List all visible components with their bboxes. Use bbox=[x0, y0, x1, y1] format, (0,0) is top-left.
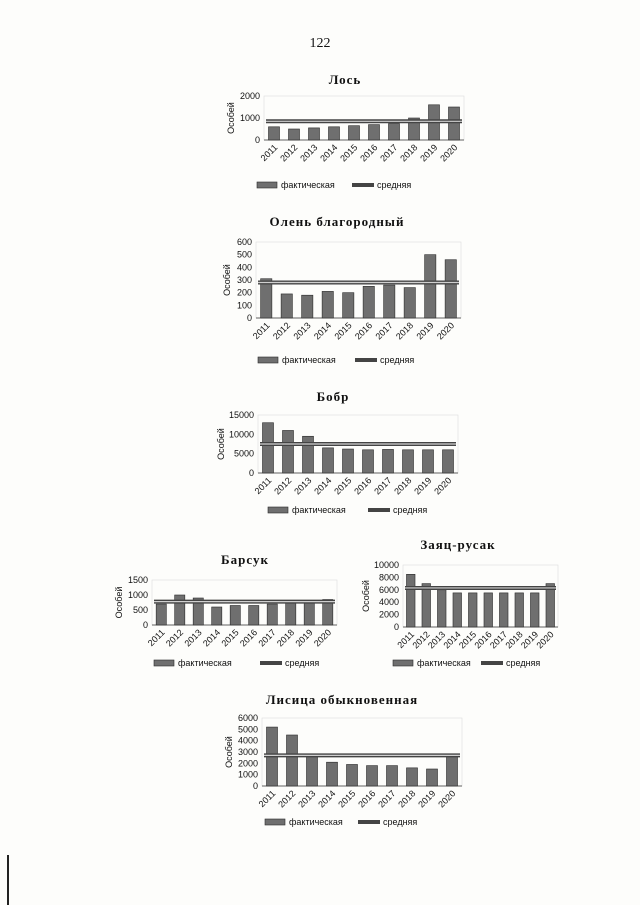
bar bbox=[349, 126, 360, 140]
x-tick-label: 2015 bbox=[332, 320, 354, 342]
bar bbox=[404, 288, 415, 318]
y-tick-label: 6000 bbox=[378, 584, 399, 595]
bar bbox=[453, 593, 462, 627]
y-tick-label: 2000 bbox=[237, 758, 258, 769]
y-tick-label: 100 bbox=[236, 300, 252, 311]
bar bbox=[445, 260, 456, 318]
y-tick-label: 1000 bbox=[239, 113, 260, 123]
x-tick-label: 2017 bbox=[372, 475, 394, 497]
y-tick-label: 500 bbox=[132, 605, 148, 615]
chart-title: Лось bbox=[328, 72, 362, 87]
legend-label: средняя bbox=[285, 658, 320, 668]
legend-label: фактическая bbox=[289, 817, 343, 827]
x-tick-label: 2016 bbox=[352, 320, 375, 342]
legend-label: средняя bbox=[377, 180, 412, 190]
x-tick-label: 2012 bbox=[270, 320, 293, 342]
bar bbox=[309, 128, 320, 140]
bar bbox=[175, 595, 185, 625]
bar bbox=[249, 606, 259, 626]
chart-svg bbox=[210, 688, 470, 836]
x-tick-label: 2012 bbox=[410, 629, 432, 651]
x-tick-label: 2017 bbox=[378, 142, 400, 164]
chart-svg bbox=[200, 385, 470, 525]
y-tick-label: 5000 bbox=[237, 724, 258, 735]
x-tick-label: 2011 bbox=[395, 629, 417, 651]
x-tick-label: 2017 bbox=[256, 627, 278, 649]
chart-title: Олень благородный bbox=[269, 214, 405, 229]
y-tick-label: 0 bbox=[254, 135, 260, 145]
legend-swatch-bar bbox=[154, 660, 174, 666]
y-axis-label: Особей bbox=[114, 586, 124, 619]
y-tick-label: 0 bbox=[248, 468, 254, 478]
bar bbox=[156, 604, 166, 625]
x-tick-label: 2016 bbox=[472, 629, 494, 651]
y-tick-label: 500 bbox=[236, 249, 252, 260]
y-tick-label: 200 bbox=[236, 287, 252, 298]
x-tick-label: 2012 bbox=[272, 475, 294, 497]
x-tick-label: 2014 bbox=[200, 627, 223, 649]
x-tick-label: 2018 bbox=[392, 475, 414, 497]
x-tick-label: 2019 bbox=[414, 320, 436, 342]
chart-svg bbox=[212, 68, 472, 206]
x-tick-label: 2019 bbox=[293, 627, 315, 649]
x-tick-label: 2014 bbox=[311, 320, 334, 342]
legend-label: средняя bbox=[393, 505, 428, 515]
x-tick-label: 2014 bbox=[441, 629, 463, 651]
y-tick-label: 4000 bbox=[237, 735, 258, 746]
y-tick-label: 300 bbox=[236, 275, 252, 285]
y-tick-label: 15000 bbox=[228, 410, 254, 420]
y-axis-label: Особей bbox=[226, 102, 236, 134]
x-tick-label: 2018 bbox=[393, 320, 416, 342]
bar bbox=[289, 129, 300, 140]
x-tick-label: 2017 bbox=[487, 629, 510, 651]
legend-label: фактическая bbox=[417, 658, 471, 668]
y-tick-label: 6000 bbox=[237, 713, 258, 723]
chart-los bbox=[212, 68, 472, 206]
bar bbox=[287, 735, 298, 786]
bar bbox=[515, 593, 524, 627]
bar bbox=[423, 450, 434, 473]
x-tick-label: 2016 bbox=[352, 475, 374, 497]
x-tick-label: 2018 bbox=[503, 629, 525, 651]
x-tick-label: 2012 bbox=[276, 788, 298, 810]
bar bbox=[499, 593, 508, 627]
y-tick-label: 400 bbox=[236, 262, 252, 273]
x-tick-label: 2019 bbox=[418, 142, 440, 164]
y-axis-label: Особей bbox=[224, 736, 234, 768]
bar bbox=[304, 601, 314, 625]
bar bbox=[384, 285, 395, 318]
legend-label: фактическая bbox=[178, 658, 232, 668]
bar bbox=[449, 107, 460, 140]
y-tick-label: 8000 bbox=[378, 572, 399, 583]
x-tick-label: 2011 bbox=[250, 320, 272, 342]
bar bbox=[212, 607, 222, 625]
x-tick-label: 2017 bbox=[373, 320, 395, 342]
x-tick-label: 2020 bbox=[438, 142, 460, 164]
bar bbox=[443, 450, 454, 473]
x-tick-label: 2018 bbox=[274, 627, 297, 649]
bar bbox=[363, 286, 374, 318]
x-tick-label: 2015 bbox=[456, 629, 479, 651]
legend-label: средняя bbox=[383, 817, 418, 827]
x-tick-label: 2018 bbox=[396, 788, 418, 810]
bar bbox=[447, 754, 458, 786]
x-tick-label: 2014 bbox=[312, 475, 334, 497]
legend-swatch-bar bbox=[257, 182, 277, 188]
x-tick-label: 2020 bbox=[434, 320, 457, 342]
y-tick-label: 5000 bbox=[233, 448, 254, 459]
x-tick-label: 2013 bbox=[296, 788, 318, 810]
chart-barsuk bbox=[108, 548, 353, 678]
x-tick-label: 2020 bbox=[534, 629, 556, 651]
chart-title: Бобр bbox=[316, 389, 350, 404]
bar bbox=[484, 593, 493, 627]
x-tick-label: 2013 bbox=[292, 475, 314, 497]
bar bbox=[281, 294, 292, 318]
legend-swatch-bar bbox=[268, 507, 288, 513]
bar bbox=[347, 764, 358, 786]
y-tick-label: 0 bbox=[142, 620, 148, 630]
bar bbox=[329, 127, 340, 140]
y-tick-label: 2000 bbox=[239, 91, 260, 101]
bar bbox=[303, 436, 314, 473]
bar bbox=[422, 584, 431, 627]
y-tick-label: 4000 bbox=[378, 597, 399, 608]
x-tick-label: 2016 bbox=[356, 788, 378, 810]
chart-lisitsa bbox=[210, 688, 470, 836]
chart-svg bbox=[108, 548, 353, 678]
y-tick-label: 1000 bbox=[127, 590, 148, 600]
chart-svg bbox=[360, 533, 565, 678]
chart-olen bbox=[200, 210, 470, 378]
bar bbox=[230, 606, 240, 626]
x-tick-label: 2014 bbox=[316, 788, 338, 810]
legend-swatch-bar bbox=[265, 819, 285, 825]
bar bbox=[327, 762, 338, 786]
x-tick-label: 2019 bbox=[518, 629, 541, 651]
legend-label: средняя bbox=[506, 658, 541, 668]
bar bbox=[267, 604, 277, 625]
x-tick-label: 2012 bbox=[278, 142, 300, 164]
x-tick-label: 2019 bbox=[416, 788, 438, 810]
bar bbox=[343, 449, 354, 473]
bar bbox=[302, 295, 313, 318]
x-tick-label: 2011 bbox=[145, 627, 167, 649]
chart-title: Барсук bbox=[221, 552, 269, 567]
bar bbox=[261, 279, 272, 318]
y-axis-label: Особей bbox=[361, 580, 371, 612]
bar bbox=[530, 593, 539, 627]
chart-title: Лисица обыкновенная bbox=[265, 692, 419, 707]
x-tick-label: 2011 bbox=[256, 788, 278, 810]
bar bbox=[343, 293, 354, 318]
x-tick-label: 2016 bbox=[237, 627, 260, 649]
x-tick-label: 2016 bbox=[358, 142, 380, 164]
legend-label: средняя bbox=[380, 355, 415, 365]
bar bbox=[403, 450, 414, 473]
x-tick-label: 2014 bbox=[318, 142, 340, 164]
page-number: 122 bbox=[309, 36, 331, 51]
x-tick-label: 2013 bbox=[425, 629, 448, 651]
x-tick-label: 2017 bbox=[376, 788, 398, 810]
x-tick-label: 2020 bbox=[436, 788, 458, 810]
bar bbox=[387, 766, 398, 786]
bar bbox=[369, 125, 380, 140]
y-tick-label: 3000 bbox=[237, 747, 258, 757]
y-tick-label: 1000 bbox=[237, 769, 258, 780]
y-tick-label: 0 bbox=[246, 313, 252, 323]
margin-mark bbox=[7, 855, 9, 905]
x-tick-label: 2013 bbox=[182, 627, 204, 649]
x-tick-label: 2015 bbox=[336, 788, 358, 810]
x-tick-label: 2019 bbox=[412, 475, 434, 497]
bar bbox=[389, 124, 400, 141]
x-tick-label: 2015 bbox=[332, 475, 354, 497]
bar bbox=[367, 766, 378, 786]
bar bbox=[269, 127, 280, 140]
y-axis-label: Особей bbox=[222, 264, 232, 296]
y-tick-label: 1500 bbox=[127, 575, 148, 585]
legend-swatch-bar bbox=[258, 357, 278, 363]
y-tick-label: 0 bbox=[252, 781, 258, 791]
chart-zayats bbox=[360, 533, 565, 678]
bar bbox=[406, 574, 415, 627]
bar bbox=[546, 584, 555, 627]
chart-bobr bbox=[200, 385, 470, 525]
chart-title: Заяц-русак bbox=[420, 537, 496, 552]
x-tick-label: 2015 bbox=[338, 142, 360, 164]
x-tick-label: 2013 bbox=[291, 320, 313, 342]
bar bbox=[286, 603, 296, 626]
bar bbox=[363, 450, 374, 473]
bar bbox=[322, 291, 333, 318]
bar bbox=[468, 593, 477, 627]
x-tick-label: 2020 bbox=[432, 475, 454, 497]
x-tick-label: 2018 bbox=[398, 142, 420, 164]
bar bbox=[323, 448, 334, 473]
x-tick-label: 2015 bbox=[219, 627, 241, 649]
x-tick-label: 2011 bbox=[258, 142, 280, 164]
y-tick-label: 2000 bbox=[378, 609, 399, 620]
y-tick-label: 0 bbox=[393, 622, 399, 632]
x-tick-label: 2013 bbox=[298, 142, 320, 164]
bar bbox=[407, 768, 418, 786]
legend-label: фактическая bbox=[292, 505, 346, 515]
y-axis-label: Особей bbox=[216, 428, 226, 460]
bar bbox=[425, 255, 436, 318]
y-tick-label: 10000 bbox=[228, 429, 254, 440]
bar bbox=[263, 423, 274, 473]
x-tick-label: 2011 bbox=[252, 475, 274, 497]
x-tick-label: 2020 bbox=[311, 627, 334, 649]
y-tick-label: 10000 bbox=[373, 560, 399, 570]
bar bbox=[427, 769, 438, 786]
bar bbox=[283, 430, 294, 473]
legend-swatch-bar bbox=[393, 660, 413, 666]
legend-label: фактическая bbox=[281, 180, 335, 190]
y-tick-label: 600 bbox=[236, 237, 252, 247]
x-tick-label: 2012 bbox=[163, 627, 186, 649]
bar bbox=[307, 755, 318, 786]
bar bbox=[383, 449, 394, 473]
legend-label: фактическая bbox=[282, 355, 336, 365]
bar bbox=[437, 590, 446, 627]
chart-svg bbox=[200, 210, 470, 378]
